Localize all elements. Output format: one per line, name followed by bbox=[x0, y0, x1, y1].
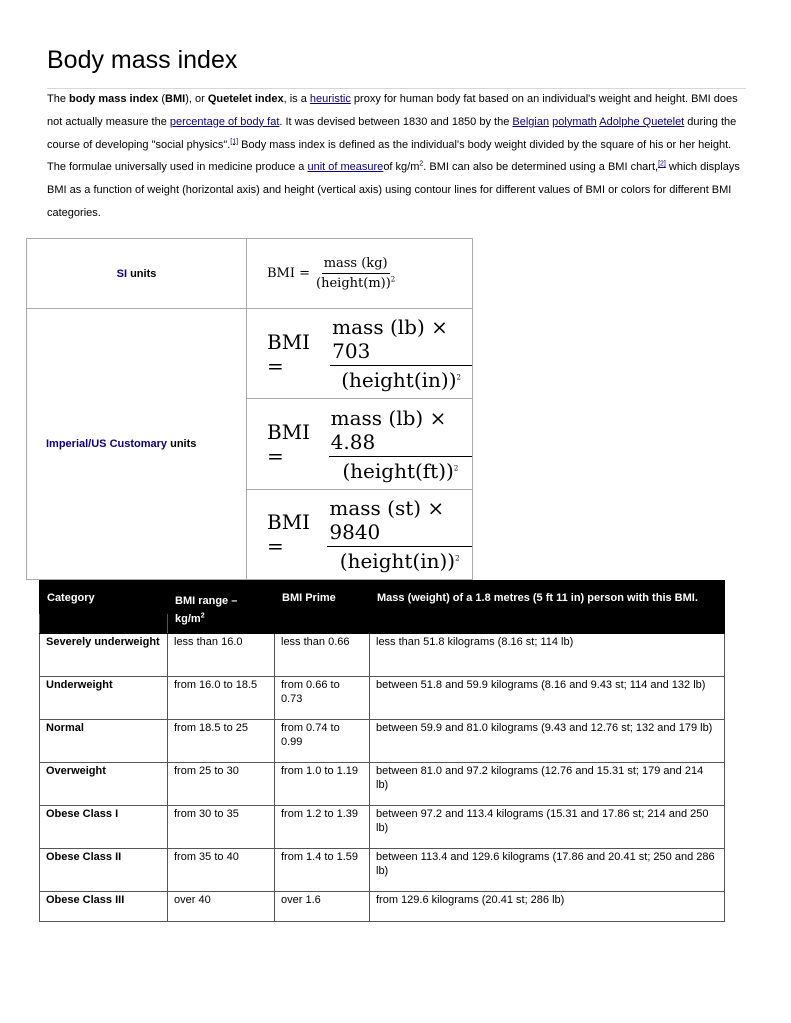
reference-1[interactable]: [1] bbox=[230, 137, 239, 145]
cell-prime: from 0.66 to 0.73 bbox=[275, 677, 370, 720]
exponent: 2 bbox=[390, 275, 396, 284]
cell-range: from 30 to 35 bbox=[168, 806, 275, 849]
cell-mass: from 129.6 kilograms (20.41 st; 286 lb) bbox=[370, 892, 725, 922]
table-row bbox=[40, 677, 725, 720]
cell-category: Obese Class III bbox=[40, 892, 168, 922]
link-imperial[interactable]: Imperial/US Customary bbox=[46, 438, 168, 451]
units-formula-table bbox=[26, 238, 473, 580]
intro-text: . It was devised between 1830 and 1850 by the bbox=[279, 115, 513, 128]
denominator-text: (height(in)) bbox=[339, 548, 456, 573]
formula-si bbox=[247, 239, 473, 309]
formula-lhs: BMI = bbox=[267, 420, 311, 469]
formula-imperial-ft bbox=[247, 399, 473, 489]
table-row bbox=[40, 892, 725, 922]
formula-fraction bbox=[329, 406, 472, 483]
link-adolphe-quetelet[interactable]: Adolphe Quetelet bbox=[599, 115, 685, 128]
table-body bbox=[40, 634, 725, 922]
formula-lhs: BMI = bbox=[267, 510, 311, 559]
intro-paragraph bbox=[47, 88, 747, 225]
cell-range: from 35 to 40 bbox=[168, 849, 275, 892]
header-bmi-range bbox=[168, 581, 275, 634]
formula-fraction bbox=[327, 496, 472, 573]
intro-text: The bbox=[47, 93, 70, 105]
formula-numerator: mass (kg) bbox=[322, 256, 390, 274]
link-heuristic[interactable]: heuristic bbox=[309, 93, 351, 105]
cell-category: Normal bbox=[40, 720, 168, 763]
formula-numerator: mass (st) × 9840 bbox=[327, 496, 472, 547]
denominator-text: (height(m)) bbox=[316, 276, 391, 292]
intro-text: ( bbox=[158, 93, 166, 105]
superscript: 2 bbox=[419, 160, 424, 168]
superscript: 2 bbox=[200, 612, 205, 620]
exponent: 2 bbox=[453, 463, 459, 472]
formula-denominator bbox=[316, 274, 395, 291]
formula-numerator: mass (lb) × 4.88 bbox=[329, 406, 472, 457]
units-label-text: units bbox=[127, 267, 157, 280]
intro-text: ), or bbox=[185, 93, 208, 105]
table-row bbox=[40, 763, 725, 806]
cell-prime: less than 0.66 bbox=[275, 634, 370, 677]
link-belgian[interactable]: Belgian bbox=[512, 115, 550, 128]
formula-lhs: BMI = bbox=[267, 266, 311, 282]
denominator-text: (height(ft)) bbox=[342, 458, 454, 483]
cell-mass: between 113.4 and 129.6 kilograms (17.86 and 20.41 st; 250 and 286 lb) bbox=[370, 849, 725, 892]
bmi-bold: body mass index bbox=[69, 93, 159, 105]
denominator-text: (height(in)) bbox=[341, 368, 457, 393]
imperial-units-label bbox=[27, 309, 247, 580]
cell-range: from 18.5 to 25 bbox=[168, 720, 275, 763]
intro-text: . BMI can also be determined using a BMI chart, bbox=[423, 161, 659, 174]
link-si[interactable]: SI bbox=[116, 267, 128, 280]
cell-mass: between 81.0 and 97.2 kilograms (12.76 and 15.31 st; 179 and 214 lb) bbox=[370, 763, 725, 806]
cell-mass: less than 51.8 kilograms (8.16 st; 114 lb) bbox=[370, 634, 725, 677]
formula-imperial-st bbox=[247, 489, 473, 579]
table-header-spacer bbox=[40, 614, 725, 634]
bmi-abbr: BMI bbox=[165, 93, 186, 105]
intro-text: proxy for human body fat based on an individual's weight and height. BMI does not actually measure the bbox=[47, 93, 738, 128]
intro-text: which displays BMI as a function of weight (horizontal axis) and height (vertical axis) using contour lines for different values of BMI or colors for different BMI categories. bbox=[47, 161, 740, 219]
cell-prime: from 1.4 to 1.59 bbox=[275, 849, 370, 892]
cell-prime: from 1.0 to 1.19 bbox=[275, 763, 370, 806]
cell-prime: from 0.74 to 0.99 bbox=[275, 720, 370, 763]
formula-lhs: BMI = bbox=[267, 329, 311, 378]
link-percentage-body-fat[interactable]: percentage of body fat bbox=[169, 115, 280, 128]
cell-category: Obese Class II bbox=[40, 849, 168, 892]
intro-text: Body mass index is defined as the individual's body weight divided by the square of his or her height. The formulae universally used in medicine produce a bbox=[47, 138, 732, 174]
cell-category: Overweight bbox=[40, 763, 168, 806]
bmi-categories-table bbox=[39, 580, 725, 922]
cell-range: less than 16.0 bbox=[168, 634, 275, 677]
cell-category: Severely underweight bbox=[40, 634, 168, 677]
table-header-row bbox=[40, 581, 725, 614]
cell-category: Underweight bbox=[40, 677, 168, 720]
header-mass: Mass (weight) of a 1.8 metres (5 ft 11 in) person with this BMI. bbox=[370, 581, 725, 614]
page-title: Body mass index bbox=[47, 46, 238, 74]
table-row bbox=[40, 634, 725, 677]
units-label-text: units bbox=[167, 438, 197, 451]
cell-range: over 40 bbox=[168, 892, 275, 922]
intro-text: during the course of developing "social physics". bbox=[47, 115, 737, 151]
formula-denominator bbox=[340, 547, 460, 573]
cell-category: Obese Class I bbox=[40, 806, 168, 849]
si-units-label bbox=[27, 239, 247, 309]
reference-2[interactable]: [2] bbox=[658, 160, 666, 168]
link-polymath[interactable]: polymath bbox=[552, 115, 597, 128]
formula-fraction bbox=[316, 256, 395, 291]
intro-text: of kg/m bbox=[383, 161, 420, 174]
formula-fraction bbox=[330, 315, 472, 392]
table-row bbox=[40, 849, 725, 892]
link-unit-of-measure[interactable]: unit of measure bbox=[307, 161, 384, 174]
formula-denominator bbox=[342, 457, 458, 483]
table-row bbox=[40, 806, 725, 849]
quetelet-bold: Quetelet index bbox=[207, 93, 284, 105]
cell-prime: from 1.2 to 1.39 bbox=[275, 806, 370, 849]
header-category: Category bbox=[40, 581, 168, 614]
header-bmi-prime: BMI Prime bbox=[275, 581, 370, 614]
cell-range: from 25 to 30 bbox=[168, 763, 275, 806]
cell-mass: between 59.9 and 81.0 kilograms (9.43 and 12.76 st; 132 and 179 lb) bbox=[370, 720, 725, 763]
cell-mass: between 97.2 and 113.4 kilograms (15.31 and 17.86 st; 214 and 250 lb) bbox=[370, 806, 725, 849]
formula-numerator: mass (lb) × 703 bbox=[330, 315, 472, 366]
exponent: 2 bbox=[456, 373, 461, 382]
cell-prime: over 1.6 bbox=[275, 892, 370, 922]
exponent: 2 bbox=[455, 554, 460, 563]
cell-range: from 16.0 to 18.5 bbox=[168, 677, 275, 720]
header-range-text: BMI range – kg/m bbox=[175, 595, 238, 625]
formula-imperial-in bbox=[247, 309, 473, 399]
table-row bbox=[40, 720, 725, 763]
intro-text: , is a bbox=[283, 93, 310, 105]
formula-denominator bbox=[341, 366, 461, 392]
cell-mass: between 51.8 and 59.9 kilograms (8.16 and 9.43 st; 114 and 132 lb) bbox=[370, 677, 725, 720]
